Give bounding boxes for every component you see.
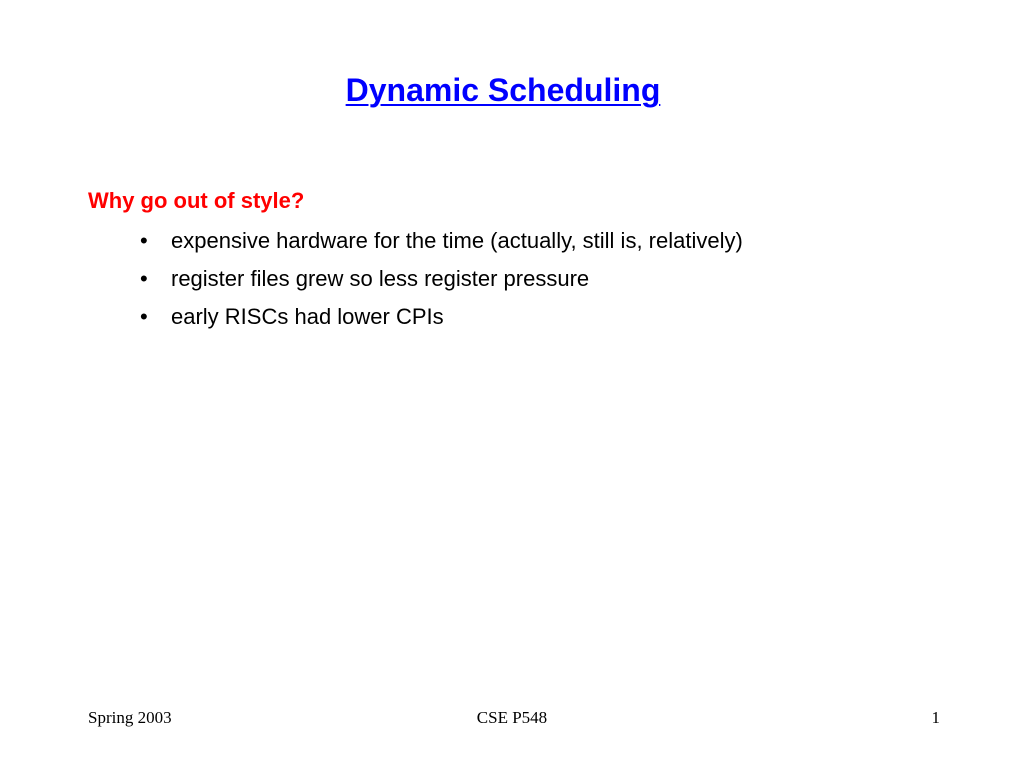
bullet-text: register files grew so less register pressure <box>171 266 590 291</box>
section-heading: Why go out of style? <box>88 188 305 213</box>
footer-page-number: 1 <box>931 708 940 727</box>
footer-date: Spring 2003 <box>88 708 172 727</box>
footer-course: CSE P548 <box>476 708 548 727</box>
bullet-dot-icon: • <box>140 304 148 329</box>
bullet-text: expensive hardware for the time (actually, still is, relatively) <box>171 228 743 253</box>
bullet-text: early RISCs had lower CPIs <box>171 304 444 329</box>
bullet-dot-icon: • <box>140 266 148 291</box>
slide-title-link[interactable]: Dynamic Scheduling <box>345 72 661 108</box>
bullet-dot-icon: • <box>140 228 148 253</box>
